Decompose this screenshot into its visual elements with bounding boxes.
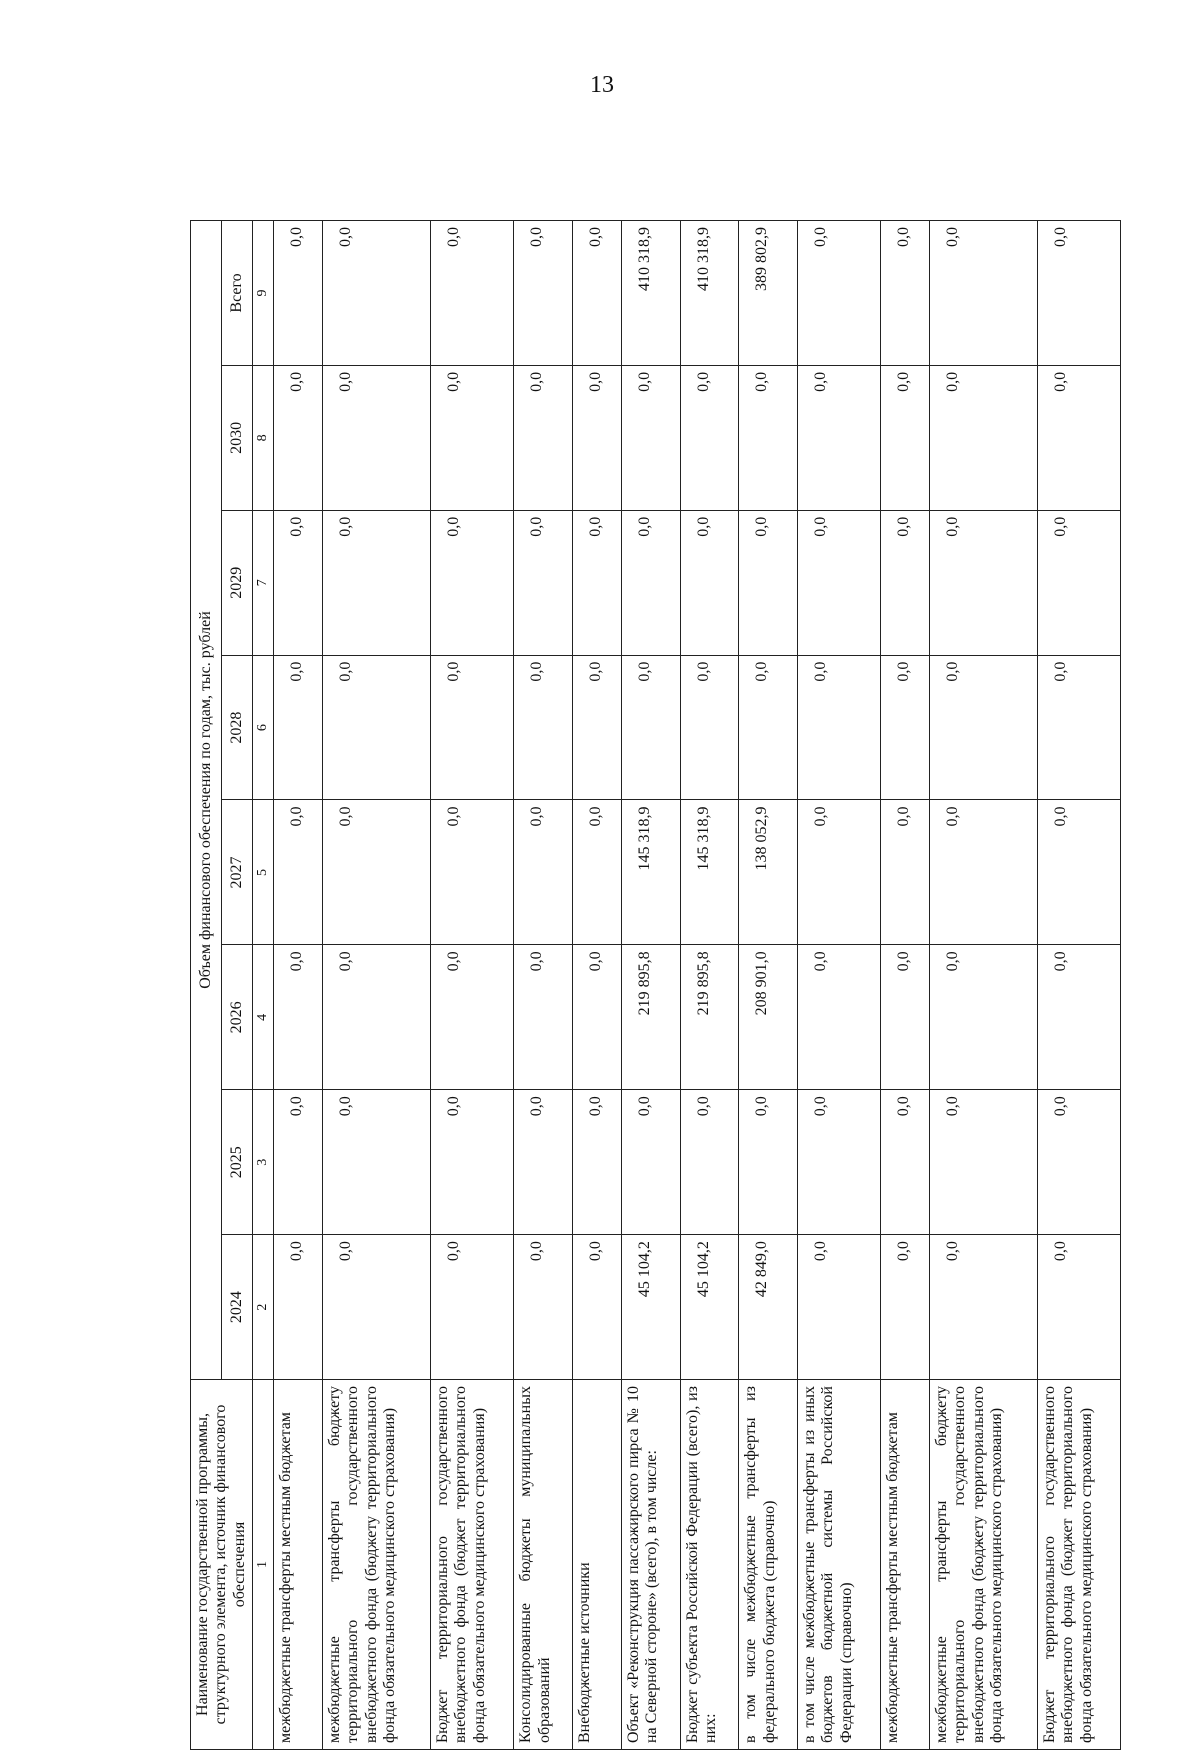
table-row [573, 221, 622, 1750]
header-name-col: Наименование государственной программы, структурного элемента, источник финансового обеспечения [191, 1380, 253, 1750]
row-value: 0,0 [573, 365, 622, 510]
row-value: 0,0 [431, 800, 514, 945]
header-year: 2028 [222, 655, 253, 800]
row-value: 0,0 [797, 365, 880, 510]
header-index-row [253, 221, 274, 1750]
table-row [797, 221, 880, 1750]
row-value: 145 318,9 [680, 800, 739, 945]
row-value: 0,0 [739, 1090, 798, 1235]
row-value: 138 052,9 [739, 800, 798, 945]
table-row [274, 221, 323, 1750]
row-value: 0,0 [431, 365, 514, 510]
row-name: в том числе межбюджетные трансферты из федерального бюджета (справочно) [739, 1380, 798, 1750]
row-value: 0,0 [881, 655, 930, 800]
row-value: 0,0 [930, 945, 1038, 1090]
row-name: межбюджетные трансферты местным бюджетам [274, 1380, 323, 1750]
table-row [680, 221, 739, 1750]
row-value: 0,0 [680, 510, 739, 655]
row-value: 0,0 [431, 1090, 514, 1235]
row-value: 0,0 [274, 221, 323, 366]
row-value: 0,0 [1037, 510, 1120, 655]
table-row [739, 221, 798, 1750]
row-name: межбюджетные трансферты бюджету территориального государственного внебюджетного фонда (бюджету территориального фонда обязательного медицинского страхования) [323, 1380, 431, 1750]
row-value: 0,0 [514, 655, 573, 800]
row-value: 0,0 [881, 800, 930, 945]
row-value: 0,0 [739, 510, 798, 655]
row-value: 0,0 [514, 1090, 573, 1235]
row-value: 0,0 [1037, 1090, 1120, 1235]
row-value: 0,0 [323, 800, 431, 945]
row-value: 219 895,8 [680, 945, 739, 1090]
row-value: 0,0 [1037, 365, 1120, 510]
header-year: 2024 [222, 1235, 253, 1380]
row-name: межбюджетные трансферты бюджету территориального государственного внебюджетного фонда (бюджету территориального фонда обязательного медицинского страхования) [930, 1380, 1038, 1750]
header-index: 2 [253, 1235, 274, 1380]
row-value: 0,0 [621, 1090, 680, 1235]
table-row [1037, 221, 1120, 1750]
row-value: 410 318,9 [621, 221, 680, 366]
row-value: 0,0 [881, 1235, 930, 1380]
row-value: 0,0 [621, 365, 680, 510]
header-volume: Объем финансового обеспечения по годам, тыс. рублей [191, 221, 222, 1380]
row-value: 0,0 [323, 655, 431, 800]
row-value: 0,0 [1037, 221, 1120, 366]
header-index: 4 [253, 945, 274, 1090]
row-value: 0,0 [323, 510, 431, 655]
table-row [621, 221, 680, 1750]
row-value: 0,0 [930, 510, 1038, 655]
row-name: в том числе межбюджетные трансферты из иных бюджетов бюджетной системы Российской Федерации (справочно) [797, 1380, 880, 1750]
table-row [323, 221, 431, 1750]
header-index: 9 [253, 221, 274, 366]
row-name: межбюджетные трансферты местным бюджетам [881, 1380, 930, 1750]
row-value: 0,0 [930, 655, 1038, 800]
header-year: 2027 [222, 800, 253, 945]
table-row [881, 221, 930, 1750]
header-index: 6 [253, 655, 274, 800]
row-value: 0,0 [573, 1090, 622, 1235]
row-value: 0,0 [274, 510, 323, 655]
row-value: 389 802,9 [739, 221, 798, 366]
row-value: 0,0 [514, 945, 573, 1090]
finance-table [190, 220, 1121, 1750]
row-value: 0,0 [881, 1090, 930, 1235]
row-value: 0,0 [930, 221, 1038, 366]
row-value: 145 318,9 [621, 800, 680, 945]
row-name: Объект «Реконструкция пассажирского пирса № 10 на Северной стороне» (всего), в том числе: [621, 1380, 680, 1750]
row-value: 45 104,2 [680, 1235, 739, 1380]
header-year: 2025 [222, 1090, 253, 1235]
row-value: 0,0 [431, 1235, 514, 1380]
row-value: 0,0 [797, 655, 880, 800]
header-index: 3 [253, 1090, 274, 1235]
row-value: 0,0 [573, 510, 622, 655]
row-value: 0,0 [514, 221, 573, 366]
header-year: Всего [222, 221, 253, 366]
row-value: 0,0 [431, 945, 514, 1090]
row-value: 0,0 [323, 1090, 431, 1235]
header-index: 5 [253, 800, 274, 945]
header-index: 1 [253, 1380, 274, 1750]
row-value: 0,0 [881, 221, 930, 366]
row-value: 0,0 [1037, 1235, 1120, 1380]
row-value: 0,0 [1037, 655, 1120, 800]
row-name: Внебюджетные источники [573, 1380, 622, 1750]
row-value: 0,0 [274, 945, 323, 1090]
row-value: 0,0 [930, 365, 1038, 510]
row-value: 0,0 [1037, 800, 1120, 945]
row-value: 0,0 [274, 800, 323, 945]
row-value: 0,0 [274, 655, 323, 800]
row-value: 208 901,0 [739, 945, 798, 1090]
row-value: 0,0 [323, 945, 431, 1090]
row-value: 219 895,8 [621, 945, 680, 1090]
row-value: 410 318,9 [680, 221, 739, 366]
row-name: Бюджет территориального государственного внебюджетного фонда (бюджет территориального фонда обязательного медицинского страхования) [1037, 1380, 1120, 1750]
row-value: 0,0 [274, 365, 323, 510]
row-value: 0,0 [514, 1235, 573, 1380]
row-value: 0,0 [680, 365, 739, 510]
row-value: 0,0 [881, 365, 930, 510]
table-row [431, 221, 514, 1750]
row-value: 0,0 [323, 1235, 431, 1380]
row-value: 0,0 [431, 221, 514, 366]
row-value: 0,0 [797, 221, 880, 366]
page-number: 13 [590, 72, 614, 98]
table-body [274, 221, 1121, 1750]
row-value: 0,0 [1037, 945, 1120, 1090]
row-value: 0,0 [573, 221, 622, 366]
row-value: 0,0 [431, 510, 514, 655]
row-value: 0,0 [514, 800, 573, 945]
row-value: 0,0 [323, 221, 431, 366]
row-value: 0,0 [274, 1090, 323, 1235]
header-index: 8 [253, 365, 274, 510]
row-value: 0,0 [431, 655, 514, 800]
row-value: 0,0 [797, 945, 880, 1090]
header-index: 7 [253, 510, 274, 655]
row-value: 0,0 [881, 945, 930, 1090]
row-value: 0,0 [621, 510, 680, 655]
header-year: 2026 [222, 945, 253, 1090]
row-value: 0,0 [573, 1235, 622, 1380]
row-value: 0,0 [323, 365, 431, 510]
row-value: 0,0 [573, 655, 622, 800]
row-value: 0,0 [797, 1235, 880, 1380]
row-value: 0,0 [573, 800, 622, 945]
row-name: Бюджет территориального государственного внебюджетного фонда (бюджет территориального фонда обязательного медицинского страхования) [431, 1380, 514, 1750]
table-row [514, 221, 573, 1750]
row-value: 0,0 [274, 1235, 323, 1380]
row-value: 0,0 [881, 510, 930, 655]
row-value: 0,0 [797, 800, 880, 945]
row-value: 0,0 [573, 945, 622, 1090]
row-value: 0,0 [930, 800, 1038, 945]
header-year: 2029 [222, 510, 253, 655]
table-row [930, 221, 1038, 1750]
row-value: 0,0 [514, 510, 573, 655]
row-name: Консолидированные бюджеты муниципальных образований [514, 1380, 573, 1750]
row-value: 45 104,2 [621, 1235, 680, 1380]
row-value: 0,0 [739, 365, 798, 510]
row-name: Бюджет субъекта Российской Федерации (всего), из них: [680, 1380, 739, 1750]
row-value: 0,0 [930, 1090, 1038, 1235]
row-value: 0,0 [930, 1235, 1038, 1380]
header-year: 2030 [222, 365, 253, 510]
row-value: 0,0 [680, 655, 739, 800]
row-value: 42 849,0 [739, 1235, 798, 1380]
row-value: 0,0 [621, 655, 680, 800]
row-value: 0,0 [514, 365, 573, 510]
row-value: 0,0 [739, 655, 798, 800]
rotated-table-wrapper [190, 220, 1110, 1750]
row-value: 0,0 [797, 1090, 880, 1235]
row-value: 0,0 [680, 1090, 739, 1235]
row-value: 0,0 [797, 510, 880, 655]
